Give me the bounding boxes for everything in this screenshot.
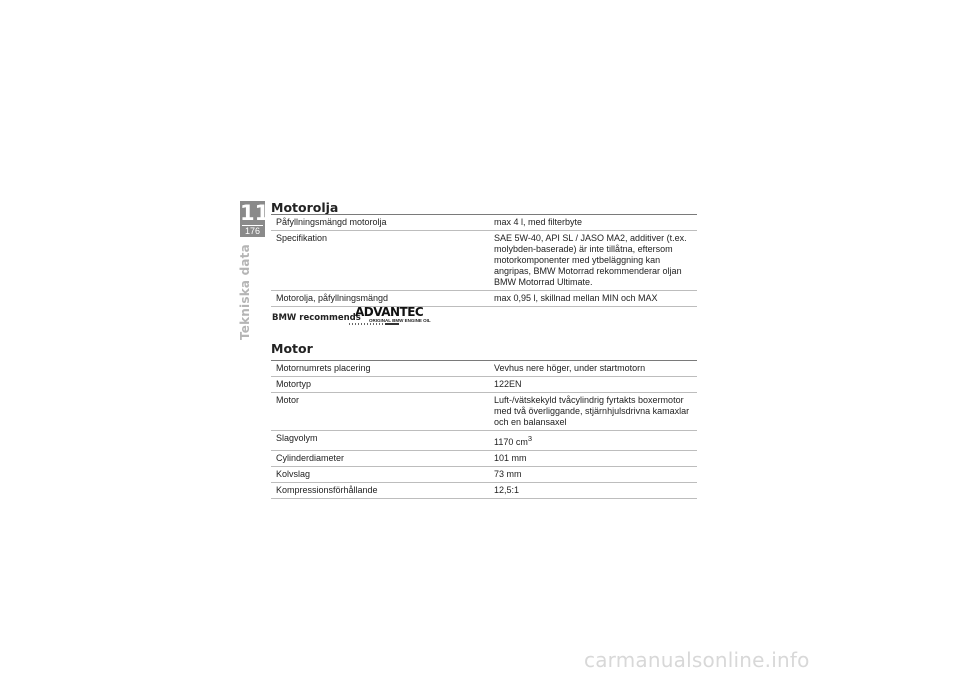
logo-name: ADVANTEC xyxy=(355,305,424,319)
spec-label: Påfyllningsmängd motorolja xyxy=(276,217,387,227)
spec-label: Motornumrets placering xyxy=(276,363,371,373)
table-row xyxy=(271,431,697,451)
spec-value: max 0,95 l, skillnad mellan MIN och MAX xyxy=(494,293,658,303)
spec-value: 12,5:1 xyxy=(494,485,520,495)
watermark: carmanualsonline.info xyxy=(584,648,810,672)
motor-spec-table xyxy=(271,360,697,499)
table-row xyxy=(271,377,697,393)
spec-value: 101 mm xyxy=(494,453,527,463)
spec-label: Motor xyxy=(276,395,300,405)
spec-label: Cylinderdiameter xyxy=(276,453,345,463)
chapter-side-title xyxy=(238,244,252,340)
table-row xyxy=(271,361,697,377)
table-row xyxy=(271,483,697,499)
spec-label: Specifikation xyxy=(276,233,328,243)
spec-value: 73 mm xyxy=(494,469,522,479)
advantec-logo xyxy=(349,305,431,328)
section-heading-oil: Motorolja xyxy=(271,200,339,215)
logo-bar-dashed xyxy=(349,323,385,325)
unit-superscript: 3 xyxy=(527,434,533,443)
spec-value: Luft-/vätskekyld tvåcylindrig fyrtakts boxermotor med två överliggande, stjärnhjulsdrivna kamaxlar och en balansaxel xyxy=(494,395,690,427)
spec-label: Motorolja, påfyllningsmängd xyxy=(276,293,389,303)
spec-value: SAE 5W-40, API SL / JASO MA2, additiver (t.ex. molybden-baserade) är inte tillåtna, eftersom motorkomponenter med ytbeläggning kan angripas, BMW Motorrad rekommenderar oljan BMW Motorrad Ultimate. xyxy=(494,233,687,287)
spec-label: Motortyp xyxy=(276,379,312,389)
oil-spec-table xyxy=(271,214,697,307)
page-number: 176 xyxy=(244,226,261,236)
bmw-recommends-label: BMW recommends xyxy=(272,313,361,323)
table-row xyxy=(271,393,697,431)
table-row xyxy=(271,291,697,307)
spec-value: max 4 l, med filterbyte xyxy=(494,217,583,227)
table-row xyxy=(271,215,697,231)
logo-subtitle: ORIGINAL BMW ENGINE OIL xyxy=(369,318,431,323)
spec-value: Vevhus nere höger, under startmotorn xyxy=(494,363,646,373)
table-row xyxy=(271,231,697,291)
chapter-title: Tekniska data xyxy=(238,244,252,340)
spec-value: 122EN xyxy=(494,379,522,389)
section-heading-motor: Motor xyxy=(271,341,313,356)
table-row xyxy=(271,467,697,483)
spec-value xyxy=(489,431,697,451)
displacement-value: 1170 cm xyxy=(494,437,528,447)
table-row xyxy=(271,451,697,467)
spec-label: Kompressionsförhållande xyxy=(276,485,378,495)
logo-bar-solid xyxy=(385,323,399,325)
spec-label: Kolvslag xyxy=(276,469,311,479)
chapter-number: 11 xyxy=(240,201,270,225)
spec-label: Slagvolym xyxy=(276,433,318,443)
